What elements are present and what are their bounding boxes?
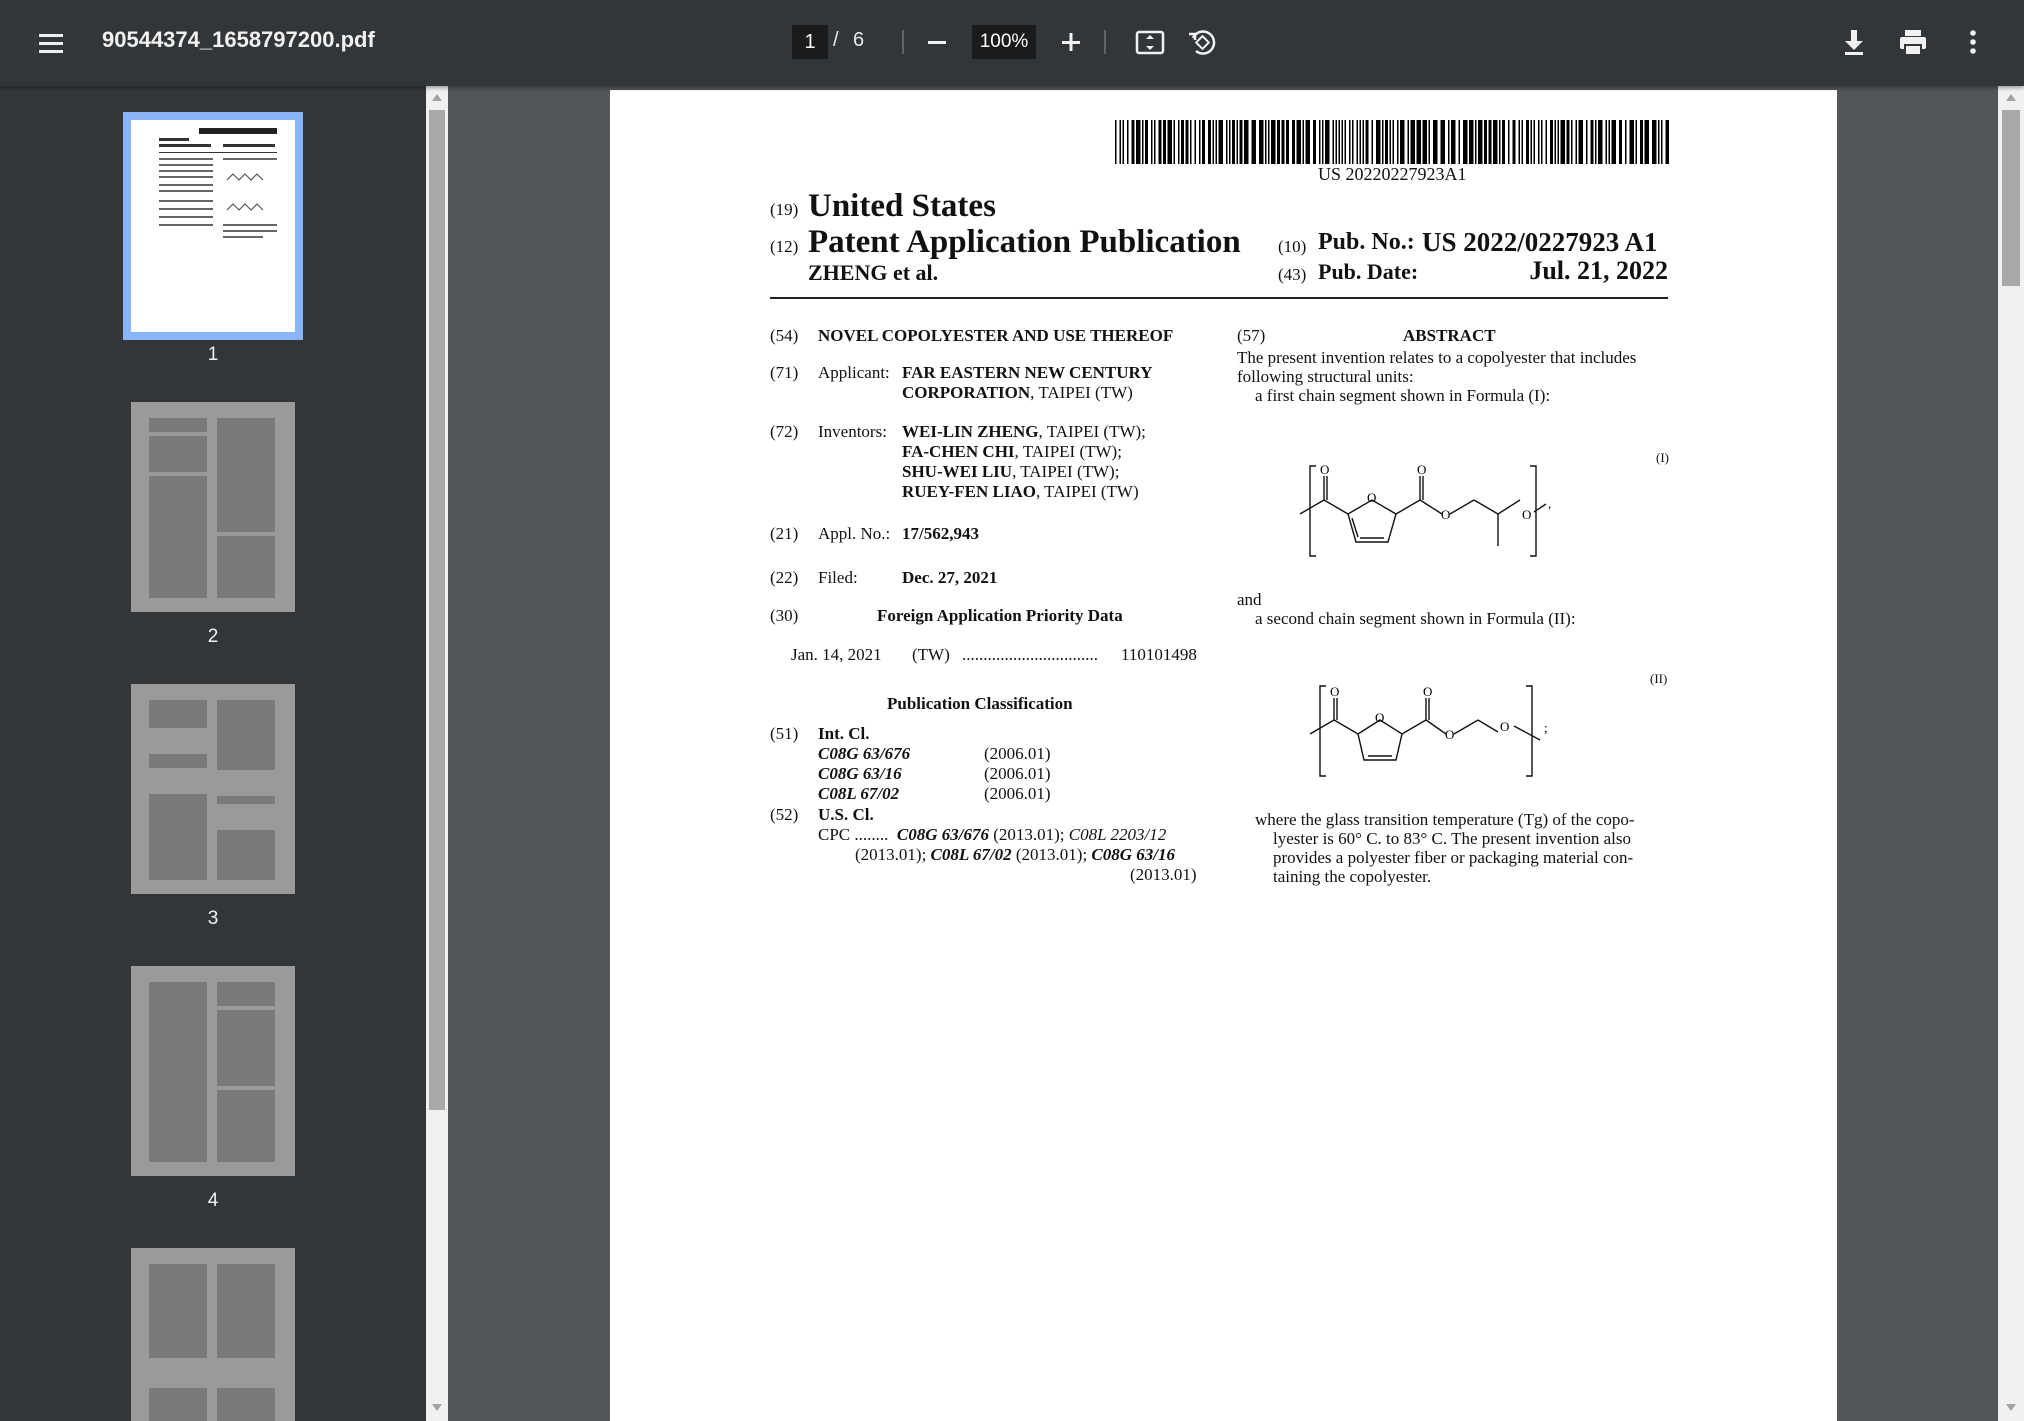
barcode-bar	[1586, 120, 1588, 164]
page-separator: /	[833, 29, 839, 51]
abstract-heading: ABSTRACT	[1403, 326, 1496, 345]
abstract-line: The present invention relates to a copolyester that includes	[1237, 348, 1637, 367]
barcode-bar	[1625, 120, 1627, 164]
barcode-image	[1115, 120, 1669, 164]
barcode-bar	[1606, 120, 1608, 164]
barcode-bar	[1591, 120, 1594, 164]
barcode-bar	[1366, 120, 1369, 164]
barcode-bar	[1408, 120, 1410, 164]
zoom-out-icon	[920, 25, 954, 59]
barcode-bar	[1268, 120, 1270, 164]
code-22: (22)	[770, 568, 799, 587]
barcode-bar	[1502, 120, 1505, 164]
pub-date: Jul. 21, 2022	[1529, 256, 1668, 285]
barcode-bar	[1195, 120, 1197, 164]
inventors-label: Inventors:	[818, 422, 887, 441]
foreign-priority-heading: Foreign Application Priority Data	[877, 606, 1123, 625]
barcode-bar	[1372, 120, 1374, 164]
barcode-bar	[1202, 120, 1205, 164]
priority-dots: ................................	[962, 645, 1098, 664]
barcode-bar	[1576, 120, 1578, 164]
page-total: 6	[853, 29, 865, 51]
inventor-entry: SHU-WEI LIU, TAIPEI (TW);	[902, 462, 1120, 481]
toolbar-divider	[902, 30, 904, 54]
abstract-and: and	[1237, 590, 1262, 609]
barcode-bar	[1229, 120, 1231, 164]
code-72: (72)	[770, 422, 799, 441]
barcode-bar	[1478, 120, 1483, 164]
zoom-in-icon	[1054, 25, 1088, 59]
print-button[interactable]	[1895, 24, 1931, 65]
scroll-down-arrow[interactable]	[432, 1404, 442, 1411]
barcode-bar	[1336, 120, 1338, 164]
barcode-bar	[1658, 120, 1660, 164]
barcode-bar	[1531, 120, 1533, 164]
barcode-bar	[1571, 120, 1573, 164]
barcode-bar	[1555, 120, 1557, 164]
abstract-line: a second chain segment shown in Formula (II):	[1255, 609, 1576, 628]
barcode-bar	[1376, 120, 1381, 164]
download-button[interactable]	[1836, 24, 1872, 65]
barcode-bar	[1448, 120, 1450, 164]
abstract-line: following structural units:	[1237, 367, 1414, 386]
barcode-bar	[1666, 120, 1670, 164]
thumbnail-page-4[interactable]	[131, 966, 295, 1176]
barcode-bar	[1630, 120, 1635, 164]
barcode-bar	[1538, 120, 1540, 164]
barcode-bar	[1237, 120, 1239, 164]
barcode-bar	[1417, 120, 1422, 164]
code-52: (52)	[770, 805, 799, 824]
int-cl-code: C08G 63/16	[818, 764, 902, 783]
barcode-bar	[1609, 120, 1611, 164]
barcode-bar	[1322, 120, 1324, 164]
barcode-bar	[1489, 120, 1492, 164]
pub-date-label: Pub. Date:	[1318, 259, 1419, 284]
barcode-bar	[1132, 120, 1135, 164]
thumbnail-label: 2	[207, 626, 219, 647]
int-cl-code: C08G 63/676	[818, 744, 911, 763]
barcode-bar	[1360, 120, 1362, 164]
inventor-short: ZHENG et al.	[808, 260, 939, 285]
pub-no: US 2022/0227923 A1	[1422, 227, 1658, 257]
barcode-bar	[1303, 120, 1305, 164]
scroll-up-arrow[interactable]	[432, 94, 442, 101]
document-title: 90544374_1658797200.pdf	[102, 27, 375, 52]
barcode-bar	[1226, 120, 1228, 164]
scrollbar-thumb[interactable]	[429, 110, 445, 1110]
applicant-name-line2: CORPORATION, TAIPEI (TW)	[902, 383, 1133, 402]
thumbnail-preview	[131, 684, 295, 894]
barcode-bar	[1640, 120, 1643, 164]
applicant-label: Applicant:	[818, 363, 890, 382]
barcode-bar	[1216, 120, 1218, 164]
barcode-bar	[1652, 120, 1657, 164]
cpc-line3: (2013.01)	[1130, 865, 1197, 884]
abstract-line: lyester is 60° C. to 83° C. The present invention also	[1273, 829, 1631, 848]
thumbnail-label: 4	[207, 1190, 219, 1211]
barcode-bar	[1240, 120, 1243, 164]
code-30: (30)	[770, 606, 799, 625]
barcode-bar	[1136, 120, 1141, 164]
barcode-bar	[1306, 120, 1311, 164]
barcode-bar	[1390, 120, 1392, 164]
rotate-button[interactable]	[1184, 24, 1220, 65]
sidebar-scrollbar[interactable]	[426, 86, 448, 1421]
zoom-level-input[interactable]	[972, 25, 1036, 59]
more-options-button[interactable]	[1955, 24, 1991, 65]
barcode-bar	[1181, 120, 1184, 164]
barcode-number: US 20220227923A1	[1318, 164, 1467, 184]
atom-o: O	[1330, 684, 1340, 699]
fit-page-icon	[1132, 24, 1168, 60]
barcode-bar	[1459, 120, 1461, 164]
barcode-bar	[1190, 120, 1192, 164]
int-cl-year: (2006.01)	[984, 784, 1051, 803]
applicant-name-line1: FAR EASTERN NEW CENTURY	[902, 363, 1153, 382]
barcode-bar	[1115, 120, 1117, 164]
barcode-bar	[1339, 120, 1341, 164]
thumbnail-label: 3	[207, 908, 219, 929]
barcode-bar	[1541, 120, 1543, 164]
barcode-bar	[1232, 120, 1235, 164]
barcode-bar	[1469, 120, 1474, 164]
pub-no-label: Pub. No.:	[1318, 229, 1415, 255]
barcode-bar	[1522, 120, 1524, 164]
cpc-line2: (2013.01); C08L 67/02 (2013.01); C08G 63/16	[855, 845, 1176, 864]
barcode-bar	[1526, 120, 1529, 164]
country-heading: United States	[808, 188, 996, 224]
publication-classification-heading: Publication Classification	[887, 694, 1073, 713]
scroll-down-arrow[interactable]	[2006, 1404, 2016, 1411]
page-number-input[interactable]	[792, 25, 828, 59]
inventor-entry: FA-CHEN CHI, TAIPEI (TW);	[902, 442, 1122, 461]
atom-o: O	[1522, 507, 1532, 522]
formula-2-label: (II)	[1650, 671, 1668, 686]
barcode-bar	[1259, 120, 1264, 164]
atom-o: O	[1417, 462, 1427, 477]
barcode-bar	[1265, 120, 1267, 164]
rotate-icon	[1184, 24, 1220, 60]
abstract-line: taining the copolyester.	[1273, 867, 1432, 886]
formula-1-label: (I)	[1656, 450, 1669, 465]
barcode-bar	[1120, 120, 1122, 164]
priority-number: 110101498	[1121, 645, 1197, 664]
thumbnail-preview	[131, 966, 295, 1176]
barcode-bar	[1127, 120, 1129, 164]
filed-label: Filed:	[818, 568, 858, 587]
thumbnail-page-5[interactable]	[131, 1248, 295, 1421]
barcode-bar	[1463, 120, 1468, 164]
barcode-bar	[1319, 120, 1321, 164]
barcode-bar	[1151, 120, 1153, 164]
int-cl-code: C08L 67/02	[818, 784, 900, 803]
code-43: (43)	[1278, 265, 1307, 284]
barcode-bar	[1174, 120, 1176, 164]
barcode-bar	[1595, 120, 1597, 164]
barcode-bar	[1519, 120, 1521, 164]
thumbnail-preview	[131, 120, 295, 332]
barcode-bar	[1199, 120, 1201, 164]
barcode-bar	[1423, 120, 1428, 164]
barcode-bar	[1411, 120, 1416, 164]
menu-button[interactable]	[33, 25, 69, 61]
barcode-bar	[1325, 120, 1330, 164]
barcode-bar	[1123, 120, 1125, 164]
thumbnail-label: 1	[207, 344, 219, 365]
formula-1-structure	[1290, 460, 1610, 660]
filed-date: Dec. 27, 2021	[902, 568, 998, 587]
barcode-bar	[1313, 120, 1316, 164]
cpc-line1: CPC ........ C08G 63/676 (2013.01); C08L 2203/12	[818, 825, 1167, 844]
int-cl-label: Int. Cl.	[818, 724, 870, 743]
atom-o: O	[1367, 490, 1377, 505]
priority-date: Jan. 14, 2021	[791, 645, 882, 664]
barcode-bar	[1645, 120, 1650, 164]
thumbnail-sidebar	[0, 86, 426, 1421]
thumbnail-preview	[131, 402, 295, 612]
thumbnail-page-2[interactable]	[131, 402, 295, 612]
barcode-bar	[1475, 120, 1477, 164]
publication-type-heading: Patent Application Publication	[808, 224, 1241, 260]
appl-no: 17/562,943	[902, 524, 979, 543]
thumbnail-page-1[interactable]	[123, 112, 303, 340]
scrollbar-thumb[interactable]	[2002, 110, 2020, 286]
more-vert-icon	[1955, 24, 1991, 60]
barcode-bar	[1208, 120, 1211, 164]
appl-no-label: Appl. No.:	[818, 524, 891, 543]
barcode-bar	[1441, 120, 1446, 164]
barcode-bar	[1286, 120, 1289, 164]
barcode-bar	[1567, 120, 1570, 164]
atom-o: O	[1423, 684, 1433, 699]
barcode-bar	[1168, 120, 1173, 164]
barcode-bar	[1550, 120, 1553, 164]
semicolon: ;	[1544, 720, 1548, 735]
barcode-bar	[1345, 120, 1347, 164]
comma: ,	[1548, 496, 1552, 511]
pdf-toolbar	[0, 0, 2024, 86]
code-19: (19)	[770, 200, 799, 219]
code-51: (51)	[770, 724, 799, 743]
barcode-bar	[1400, 120, 1405, 164]
barcode-bar	[1385, 120, 1388, 164]
code-10: (10)	[1278, 237, 1307, 256]
barcode-bar	[1213, 120, 1215, 164]
barcode-bar	[1393, 120, 1395, 164]
abstract-line: provides a polyester fiber or packaging material con-	[1273, 848, 1634, 867]
barcode-bar	[1297, 120, 1302, 164]
barcode-bar	[1612, 120, 1617, 164]
atom-o: O	[1445, 727, 1455, 742]
barcode-bar	[1558, 120, 1560, 164]
barcode-bar	[1145, 120, 1148, 164]
atom-o: O	[1500, 719, 1510, 734]
toolbar-divider	[1104, 30, 1106, 54]
scroll-up-arrow[interactable]	[2006, 94, 2016, 101]
barcode-bar	[1163, 120, 1166, 164]
barcode-bar	[1561, 120, 1566, 164]
abstract-line: where the glass transition temperature (Tg) of the copo-	[1255, 810, 1635, 829]
barcode-bar	[1546, 120, 1548, 164]
zoom-in-button[interactable]	[1054, 25, 1088, 64]
thumbnail-page-3[interactable]	[131, 684, 295, 894]
pdf-page	[610, 90, 1837, 1421]
barcode-bar	[1154, 120, 1156, 164]
barcode-bar	[1363, 120, 1365, 164]
barcode-bar	[1534, 120, 1536, 164]
barcode-bar	[1142, 120, 1144, 164]
download-icon	[1836, 24, 1872, 60]
priority-country: (TW)	[912, 645, 950, 664]
zoom-out-button[interactable]	[920, 25, 954, 64]
code-71: (71)	[770, 363, 799, 382]
barcode-bar	[1277, 120, 1280, 164]
barcode-bar	[1352, 120, 1354, 164]
barcode-bar	[1357, 120, 1359, 164]
barcode-bar	[1661, 120, 1663, 164]
barcode-bar	[1499, 120, 1501, 164]
barcode-bar	[1252, 120, 1257, 164]
barcode-bar	[1508, 120, 1510, 164]
us-cl-label: U.S. Cl.	[818, 805, 874, 824]
header-rule	[770, 297, 1668, 299]
code-54: (54)	[770, 326, 799, 345]
menu-icon	[33, 25, 69, 61]
barcode-bar	[1579, 120, 1584, 164]
fit-to-page-button[interactable]	[1132, 24, 1168, 65]
barcode-bar	[1342, 120, 1344, 164]
barcode-bar	[1271, 120, 1276, 164]
code-12: (12)	[770, 237, 799, 256]
barcode-bar	[1484, 120, 1487, 164]
barcode-bar	[1433, 120, 1438, 164]
inventor-entry: WEI-LIN ZHENG, TAIPEI (TW);	[902, 422, 1146, 441]
barcode-bar	[1159, 120, 1162, 164]
atom-o: O	[1375, 710, 1385, 725]
barcode-bar	[1598, 120, 1603, 164]
int-cl-year: (2006.01)	[984, 744, 1051, 763]
print-icon	[1895, 24, 1931, 60]
document-scrollbar[interactable]	[1998, 86, 2024, 1421]
barcode-bar	[1244, 120, 1249, 164]
barcode-bar	[1349, 120, 1351, 164]
barcode-bar	[1429, 120, 1431, 164]
barcode-bar	[1178, 120, 1180, 164]
invention-title: NOVEL COPOLYESTER AND USE THEREOF	[818, 326, 1174, 345]
barcode-bar	[1382, 120, 1384, 164]
code-57: (57)	[1237, 326, 1266, 345]
barcode-bar	[1219, 120, 1224, 164]
barcode-bar	[1493, 120, 1498, 164]
barcode-bar	[1513, 120, 1516, 164]
barcode-bar	[1282, 120, 1285, 164]
thumbnail-preview	[131, 1248, 295, 1421]
atom-o: O	[1441, 507, 1451, 522]
barcode-bar	[1186, 120, 1189, 164]
inventor-entry: RUEY-FEN LIAO, TAIPEI (TW)	[902, 482, 1139, 501]
barcode-bar	[1451, 120, 1456, 164]
barcode-bar	[1619, 120, 1622, 164]
abstract-line: a first chain segment shown in Formula (I):	[1255, 386, 1551, 405]
code-21: (21)	[770, 524, 799, 543]
barcode-bar	[1397, 120, 1399, 164]
barcode-bar	[1292, 120, 1295, 164]
int-cl-year: (2006.01)	[984, 764, 1051, 783]
barcode-bar	[1636, 120, 1638, 164]
atom-o: O	[1320, 462, 1330, 477]
barcode-bar	[1333, 120, 1335, 164]
